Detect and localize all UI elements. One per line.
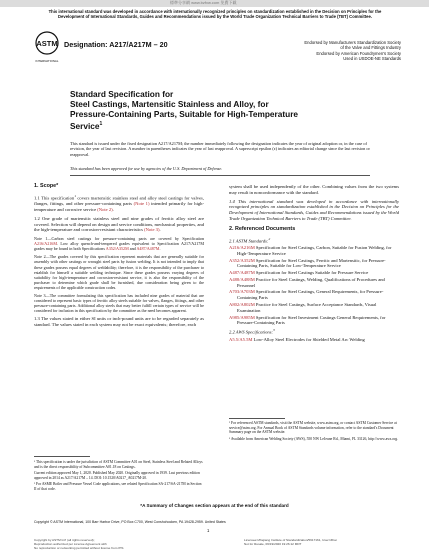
reference-item: A703/A703M Specification for Steel Castings, General Requirements, for Pressure-Containing Parts	[229, 289, 384, 301]
designation: Designation: A217/A217M – 20	[64, 40, 168, 49]
title-footnote-mark: 1	[99, 121, 103, 127]
svg-text:ASTM: ASTM	[36, 39, 58, 48]
referenced-documents-heading: 2. Referenced Documents	[229, 225, 296, 232]
paragraph-1-4: 1.4 This international standard was developed in accordance with internationally recognized principles on standardization established in the Decision on Principles for the Development of International Standards, Guides and Recommendations issued by the World Trade Organization Technical Barriers to Trade (TBT) Committee.	[229, 198, 399, 221]
reference-item: A488/A488M Practice for Steel Castings, Welding, Qualifications of Procedures and Personnel	[229, 276, 385, 288]
reference-item: A5.5/A5.5M Low-Alloy Steel Electrodes for Shielded Metal Arc Welding	[229, 336, 365, 342]
summary-of-changes-note: *A Summary of Changes section appears at the end of this standard	[140, 503, 289, 508]
reference-link[interactable]: A352/A352M	[229, 257, 255, 263]
title-line: Pressure-Containing Parts, Suitable for High-Temperature	[70, 109, 299, 119]
title-line	[70, 119, 370, 131]
reference-link[interactable]: A802/A802M	[229, 302, 255, 308]
astm-standards-label: 2.1 ASTM Standards:$^2$	[229, 236, 271, 244]
title-line-text: Service	[70, 120, 100, 131]
footnote: Current edition approved May 1, 2020. Published May 2020. Originally approved in 1939. Last previous edition approved in 2014 as A217/A217M – 14. DOI: 10.1520/A0217_A0217M-20.	[34, 471, 200, 480]
footnotes-right	[229, 421, 399, 443]
page-number: 1	[207, 528, 210, 533]
scope-heading: 1. Scope*	[34, 183, 59, 189]
tbt-notice: This international standard was developed in accordance with internationally recognized principles on standardization established in the Decision on Principles for the Development of International Standards, Guides and Recommendations issued by the World Trade Organization Technical Barriers to Trade (TBT) Committee.	[48, 9, 382, 20]
note-1: Note 1—Carbon steel castings for pressure-containing parts are covered by Specification A216/A216M. Low alloy quench-and-tempered grades equivalent to Specification A217/A217M grades may be found in both Specifications A352/A352M and A487/A487M.	[34, 236, 204, 252]
footnote-divider	[34, 456, 90, 457]
endorsement-line: Endorsed by Manufacturers Standardization Society	[304, 40, 401, 45]
footnotes-left	[34, 460, 204, 493]
a216-link[interactable]: A216/A216M	[34, 241, 57, 247]
endorsement-line: Endorsed by American Foundrymen's Society	[316, 50, 401, 56]
title-line: Standard Specification for	[70, 89, 174, 99]
divider	[70, 175, 370, 176]
a352-link[interactable]: A352/A352M	[105, 246, 129, 252]
footnote: ¹ This specification is under the jurisdiction of ASTM Committee A01 on Steel, Stainless Steel and Related Alloys and is the direct responsibility of Subcommittee A01.18 on Castings.	[34, 460, 203, 469]
reference-item: A487/A487M Specification for Steel Castings Suitable for Pressure Service	[229, 270, 369, 276]
endorsements	[303, 40, 401, 61]
reference-item: A216/A216M Specification for Steel Castings, Carbon, Suitable for Fusion Welding, for High-Temperature Service	[229, 244, 392, 256]
watermark-text: 標準分享網 www.bzfxw.com 免費下載	[170, 0, 237, 5]
reference-link[interactable]: A5.5/A5.5M	[229, 336, 253, 342]
approved-text: This standard has been approved for use by agencies of the U.S. Department of Defense.	[70, 166, 223, 171]
paragraph-1-1: 1.1 This specification$^1$ covers martensitic stainless steel and alloy steel castings for valves, flanges, fittings, and other pressure-containing parts (Note 1) intended primarily for high-temperature and corrosive service (Note 2).	[34, 193, 205, 212]
paragraph-1-3: 1.3 The values stated in either SI units or inch-pound units are to be regarded separately as standard. The values stated in each system may not be exact equivalents; therefore, each	[34, 316, 204, 328]
footnote-divider	[229, 418, 285, 419]
note-3: Note 3—The committee formulating this specification has included nine grades of material that are considered to represent basic types of ferritic alloy steels suitable for valves, flanges, fittings, and other pressure-containing parts. Additional alloy steels that may better fulfill certain types of service will be considered for inclusion in this specification by the committee as the need becomes apparent.	[34, 293, 204, 314]
right-column	[229, 184, 399, 343]
standard-title	[70, 89, 370, 131]
reference-item: A352/A352M Specification for Steel Castings, Ferritic and Martensitic, for Pressure-Containing Parts, Suitable for Low-Temperature Service	[229, 257, 386, 269]
note-2-link[interactable]: (Note 2)	[97, 206, 113, 212]
footnote: ² For referenced ASTM standards, visit the ASTM website, www.astm.org, or contact ASTM Customer Service at service@astm.org. For Annual Book of ASTM Standards volume information, refer to the standard's Document Summary page on the ASTM website.	[229, 421, 397, 434]
copyright-line: Copyright © ASTM International, 100 Barr Harbor Drive, PO Box C700, West Conshohocken, PA 19428-2959. United States	[34, 520, 226, 524]
note-3-link[interactable]: (Note 3)	[144, 227, 160, 233]
reference-link[interactable]: A488/A488M	[229, 276, 255, 282]
a487-link[interactable]: A487/A487M	[136, 246, 160, 252]
license-right-text: Licensee=Zhejiang Institute of Standardization/5917161, User=Zhai Not for Resale, 06/19/2020 19:26:12 MDT	[244, 538, 337, 546]
endorsement-line: of the Valve and Fittings Industry	[340, 45, 401, 51]
title-line: Steel Castings, Martensitic Stainless and Alloy, for	[70, 99, 269, 109]
reference-item: A985/A985M Specification for Steel Investment Castings General Requirements, for Pressure-Containing Parts	[229, 314, 386, 326]
endorsement-line: Used in USDOE-NE Standards	[343, 55, 401, 61]
left-column	[34, 184, 204, 331]
top-watermark-bar	[0, 0, 429, 7]
issued-text: This standard is issued under the fixed designation A217/A217M; the number immediately following the designation indicates the year of original adoption or, in the case of revision, the year of last revision. A number in parentheses indicates the year of last reapproval. A superscript epsilon (ε) indicates an editorial change since the last revision or reapproval.	[70, 141, 370, 157]
note-2: Note 2—The grades covered by this specification represent materials that are generally suitable for assembly with other castings or wrought steel parts by fusion welding. It is not intended to imply that these grades possess equal degrees of weldability; therefore, it is the responsibility of the purchaser to establish for himself a suitable welding technique. Since these grades possess varying degrees of suitability for high-temperature and corrosion-resistant service, it is also the responsibility of the purchaser to determine which grade shall be furnished, due consideration being given to the requirements of the applicable construction codes.	[34, 254, 204, 290]
reference-link[interactable]: A703/A703M	[229, 289, 255, 295]
reference-link[interactable]: A487/A487M	[229, 270, 255, 276]
license-left-text: Copyright by ASTM Int'l (all rights reserved); Reproduction authorized per License Agreement with No reproduction or networking permitted without license from IHS	[34, 538, 124, 550]
paragraph-1-2: 1.2 One grade of martensitic stainless steel and nine grades of ferritic alloy steel are covered. Selection will depend on design and service conditions, mechanical properties, and the high-temperature and corrosion-resistant characteristics (Note 3).	[34, 215, 204, 233]
reference-link[interactable]: A985/A985M	[229, 314, 255, 320]
reference-item: A802/A802M Practice for Steel Castings, Surface Acceptance Standards, Visual Examination	[229, 302, 377, 313]
svg-text:INTERNATIONAL: INTERNATIONAL	[35, 59, 59, 63]
aws-specifications-label: 2.2 AWS Specifications:$^3$	[229, 328, 275, 335]
paragraph-continued: system shall be used independently of the other. Combining values from the two systems may result in nonconformance with the standard.	[229, 184, 399, 195]
footnote: ² For ASME Boiler and Pressure Vessel Code applications, see related Specification SA-217/SA-217M in Section II of that code.	[34, 482, 202, 491]
astm-logo-icon	[34, 31, 60, 65]
footnote: ³ Available from American Welding Society (AWS), 550 NW LeJeune Rd., Miami, FL 33126, http://www.aws.org.	[229, 436, 399, 441]
note-1-link[interactable]: (Note 1)	[133, 201, 150, 207]
reference-link[interactable]: A216/A216M	[229, 244, 255, 250]
